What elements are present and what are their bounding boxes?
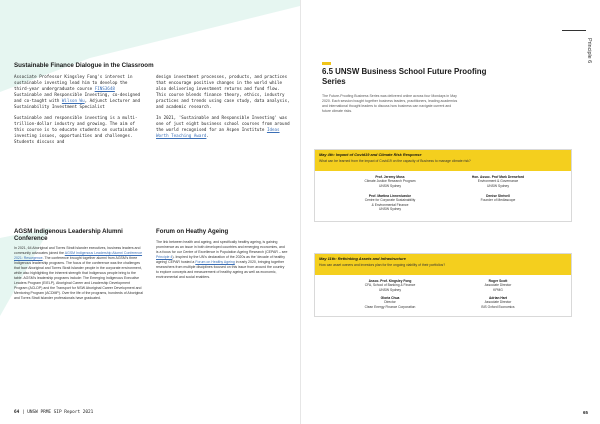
intro-text: The Future-Proofing Business Series was delivered online across four Mondays in May 2020. Each session bought together business leaders, practitioners, leading academics and international thought leaders to discuss how business can navigate current and future climate risks. (322, 94, 458, 113)
paragraph: design investment processes, products, and practices that encourage positive changes in the world while also delivering investment returns and fund flow. This course blends finance theory, ethics, industry practices and trends using case study, data analysis, and academic research. (156, 74, 290, 110)
speaker: Adrian Hart Associate Director BIS Oxford Economics (481, 296, 515, 309)
session-title: May 11th: Rethinking Assets and Infrastructure (319, 256, 406, 261)
session-question: What can be learned from the impact of Covid19 on the capacity of Business to manage climate risk? (319, 159, 471, 163)
speaker: Denise Shrivell Founder of Mediascope (480, 194, 516, 203)
session-title: May 4th: Impact of Covid19 and Climate Risk Response (319, 152, 422, 157)
section-title-future-proofing: 6.5 UNSW Business School Future Proofing Series (322, 67, 487, 86)
report-title: UNSW PRME SIP Report 2021 (27, 410, 94, 415)
session-card (314, 253, 572, 317)
section-title-sustainable-finance: Sustainable Finance Dialogue in the Classroom (14, 62, 154, 69)
speaker: Prof. Jeremy Moss Climate Justice Research Program UNSW Sydney (364, 175, 416, 188)
course-link[interactable]: FINS3648 (94, 86, 115, 92)
paragraph: Sustainable and responsible investing is a multi-trillion-dollar industry and growing. The aim of this course is to educate students on sustainable investing issues, opportunities and challenges. Students discuss and (14, 114, 138, 144)
principle-rule (562, 30, 586, 31)
section-title-agsm: AGSM Indigenous Leadership Alumni Conference (14, 228, 123, 243)
text-column-2 (156, 74, 290, 143)
page-divider (300, 0, 301, 424)
paragraph: Associate Professor Kingsley Fong's interest in sustainable investing lead him to develop the third-year undergraduate course FINS3648 Sustainable and Responsible Investing, co-designed and co-taught with Wilson Wu, Adjunct Lecturer and Sustainability Investment Specialist (14, 74, 141, 110)
accent-bar (322, 62, 331, 65)
speaker: Assoc. Prof. Kingsley Fong CFA, School of Banking & Finance UNSW Sydney (364, 279, 416, 292)
footer-left: 64 | UNSW PRME SIP Report 2021 (14, 410, 94, 415)
page-number: 64 (14, 410, 20, 415)
speaker: Prof. Martina Linnenluecke Centre for Corporate Sustainability & Environmental Finance UNSW Sydney (364, 194, 416, 212)
agsm-conference-link[interactable]: AGSM Indigenous Leadership Alumni Conference 2021: Resurgence (14, 251, 143, 261)
speaker: Gloria Chua Director Clean Energy Finance Corporation (364, 296, 416, 309)
text-column-1 (14, 74, 142, 149)
session-question: How can asset owners and investors plan for the ongoing viability of their portfolios? (319, 263, 446, 267)
section-title-ageing: Forum on Heathy Ageing (156, 228, 229, 235)
speaker: Hon. Assoc. Prof Mark Dreweford Environment & Governance UNSW Sydney (471, 175, 525, 188)
wilson-wu-link[interactable]: Wilson Wu (61, 98, 85, 104)
session-header (315, 254, 571, 275)
ideas-worth-teaching-link[interactable]: Ideas Worth Teaching Award (156, 126, 280, 138)
forum-link[interactable]: Forum on Healthy Ageing (195, 260, 235, 265)
session-header (315, 150, 571, 171)
session-card (314, 149, 572, 222)
ageing-body: The link between health and ageing, and specifically healthy ageing, is gaining prominence as an issue in both developed countries and emerging economies, and is a focus for our Centre of Excellence in Population Ageing Research (CEPAR – see Principle 4). Inspired by the UN's declaration of the 2020s as the 'decade of healthy ageing' CEPAR hosted a Forum on Healthy Ageing in early 2020, bringing together researchers from multiple disciplines focused on this issue from around the country to explore concepts and measurement of healthy ageing as well as economic, environmental and social enablers. (156, 240, 288, 280)
page-number: 65 (583, 410, 588, 415)
speaker: Roger Scott Associate Director KPMG (484, 279, 512, 292)
agsm-body: In 2021, 64 Aboriginal and Torres Strait Islander executives, business leaders and community advocates joined the AGSM Indigenous Leadership Alumni Conference 2021: Resurgence. The conference brought together alumni from AGSM's three Indigenous leadership programs. The focus of the conference was the challenges that face Aboriginal and Torres Strait Islander people in the corporate environment, while also highlighting the inherent strength that Indigenous people bring to the table. AGSM's leadership programs include: The Emerging Indigenous Executive Leaders Program (EIELP), Aboriginal Career and Leadership Development Program (ACLDP) and the Transport for NSW Aboriginal Career Development and Mentoring Program (ACDMP). Over the life of the programs, hundreds of Aboriginal and Torres Strait Islander professionals have graduated. (14, 246, 143, 301)
principle-label-wrap (586, 38, 600, 64)
principle-4-link[interactable]: Principle 4 (156, 255, 173, 260)
principle-label: Principle 6 (586, 38, 592, 64)
paragraph: In 2021, 'Sustainable and Responsible Investing' was one of just eight business school courses from around the world recognised for an Aspen Institute Ideas Worth Teaching Award. (156, 114, 290, 138)
